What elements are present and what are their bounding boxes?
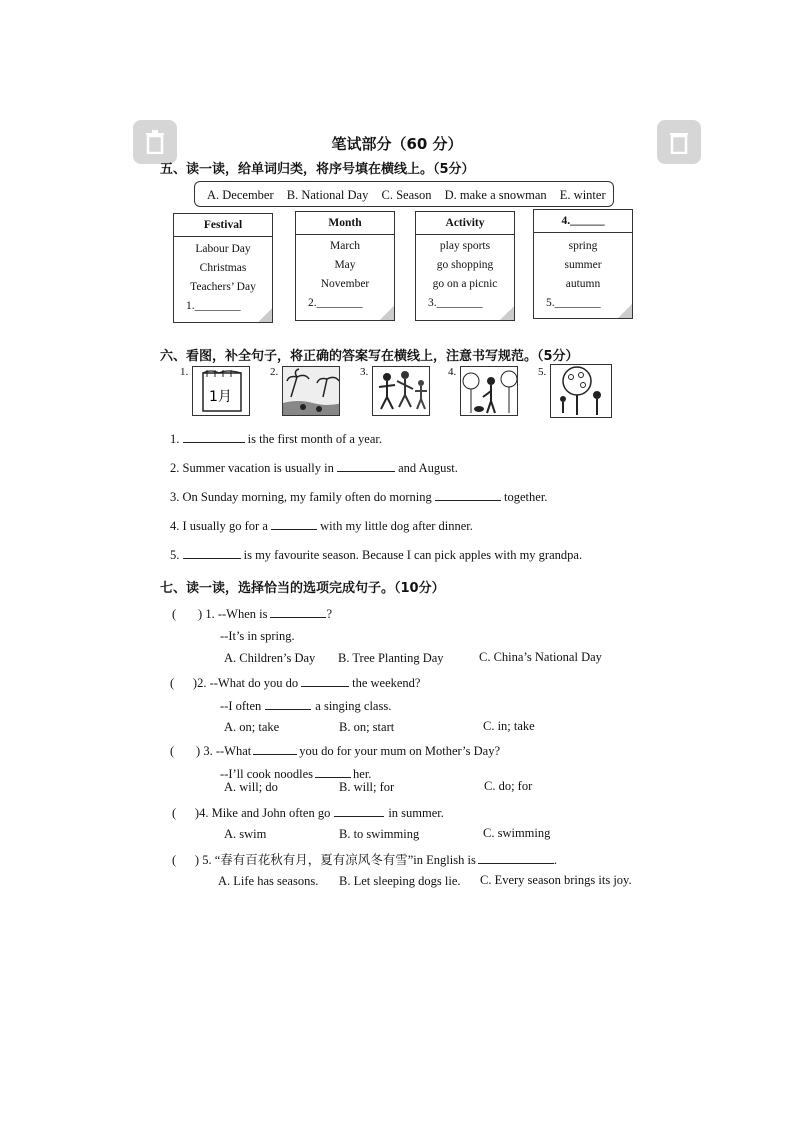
option: C. in; take: [483, 719, 535, 733]
question-text: .: [553, 853, 557, 867]
card-blank[interactable]: 3.________: [428, 297, 483, 309]
calendar-icon: [193, 367, 250, 416]
exercise-picture: [372, 366, 430, 416]
category-card-festival: [173, 213, 273, 323]
question-text: ) 5. “春有百花秋有月，夏有凉风冬有雪”in English is: [194, 853, 476, 867]
page-fold: [500, 306, 514, 320]
pic-number: 3.: [360, 366, 369, 378]
pic-number: 2.: [270, 366, 279, 378]
sentence: [170, 459, 458, 476]
card-header: Activity: [416, 212, 514, 235]
answer-blank: [265, 697, 311, 710]
card-header[interactable]: 4.______: [534, 210, 632, 233]
card-item: autumn: [565, 278, 601, 290]
sentence-text: 1.: [170, 432, 183, 446]
card-item: November: [320, 278, 370, 290]
card-header: Month: [296, 212, 394, 235]
apple-tree-icon: [551, 365, 612, 418]
option: C. swimming: [483, 826, 551, 840]
pic-number: 1.: [180, 366, 189, 378]
section5-heading: 五、读一读，给单词归类，将序号填在横线上。（5分）: [160, 162, 475, 177]
option: B. will; for: [339, 780, 395, 794]
answer-blank: [253, 742, 297, 755]
card-item: go shopping: [436, 259, 494, 271]
section7-heading: 七、读一读，选择恰当的选项完成句子。（10分）: [160, 581, 445, 596]
answer-blank[interactable]: [435, 488, 501, 501]
answer-blank: [315, 765, 351, 778]
category-card-activity: [415, 211, 515, 321]
card-item: Christmas: [199, 262, 247, 274]
question-text: the weekend?: [352, 676, 421, 690]
answer-blank: [301, 674, 349, 687]
question-text: )2. --What do you do: [192, 676, 299, 690]
answer-paren[interactable]: (: [172, 607, 199, 621]
word-bank-item: D. make a snowman: [444, 188, 547, 202]
question: [170, 674, 420, 691]
sentence-text: with my little dog after dinner.: [317, 519, 473, 533]
question: [170, 742, 500, 759]
page-fold: [380, 306, 394, 320]
sentence-text: 4. I usually go for a: [170, 519, 272, 533]
card-item: Teachers’ Day: [190, 281, 256, 293]
question-text: in summer.: [388, 806, 444, 820]
card-item: May: [334, 259, 356, 271]
word-bank-item: B. National Day: [286, 188, 369, 202]
card-item: Labour Day: [195, 243, 251, 255]
answer-blank[interactable]: [183, 546, 241, 559]
beach-picture: [282, 366, 340, 416]
answer-blank[interactable]: [271, 517, 317, 530]
sentence: [170, 546, 582, 563]
card-blank[interactable]: 1.________: [186, 300, 241, 312]
word-bank-item: C. Season: [381, 188, 432, 202]
beach-scene-icon: [283, 367, 340, 416]
reply: [220, 697, 391, 714]
category-card-month: [295, 211, 395, 321]
calendar-picture: [192, 366, 250, 416]
option: A. on; take: [224, 720, 280, 734]
card-item: go on a picnic: [432, 278, 498, 290]
option: A. Life has seasons.: [218, 874, 319, 888]
page-fold: [258, 308, 272, 322]
card-header: Festival: [174, 214, 272, 237]
sentence-text: 2. Summer vacation is usually in: [170, 461, 337, 475]
option: A. swim: [224, 827, 267, 841]
sentence-text: 3. On Sunday morning, my family often do morning: [170, 490, 435, 504]
reply-text: her.: [353, 767, 372, 781]
option: B. Tree Planting Day: [338, 651, 444, 665]
calendar-text: 1月: [209, 389, 232, 405]
answer-blank: [270, 605, 326, 618]
card-item: summer: [564, 259, 602, 271]
card-blank[interactable]: 5.________: [546, 297, 601, 309]
card-item: March: [329, 240, 360, 252]
reply-text: --I’ll cook noodles: [220, 767, 314, 781]
apple-picking-picture: [550, 364, 612, 418]
reply: --It’s in spring.: [220, 629, 295, 643]
people-exercise-icon: [373, 367, 430, 416]
card-item: spring: [568, 240, 598, 252]
answer-blank: [478, 851, 554, 864]
category-card-season: [533, 209, 633, 319]
option: C. Every season brings its joy.: [480, 873, 632, 887]
card-blank[interactable]: 2.________: [308, 297, 363, 309]
word-bank: [194, 181, 614, 207]
option: C. do; for: [484, 779, 533, 793]
sentence-text: 5.: [170, 548, 183, 562]
reply-text: --I often: [220, 699, 262, 713]
option: A. Children’s Day: [224, 651, 316, 665]
sentence-text: is my favourite season. Because I can pick apples with my grandpa.: [240, 548, 583, 562]
sentence: [170, 488, 547, 505]
answer-paren[interactable]: (: [172, 853, 195, 867]
sentence-text: and August.: [395, 461, 458, 475]
question-text: ) 3. --What: [196, 744, 252, 758]
sentence: [170, 517, 473, 534]
answer-paren[interactable]: (: [170, 744, 197, 758]
sentence-text: is the first month of a year.: [244, 432, 382, 446]
option: A. will; do: [224, 780, 278, 794]
sentence-text: together.: [500, 490, 548, 504]
option: B. Let sleeping dogs lie.: [339, 874, 461, 888]
question-text: )4. Mike and John often go: [194, 806, 331, 820]
answer-blank[interactable]: [337, 459, 395, 472]
question: [172, 605, 332, 622]
walk-picture: [460, 366, 518, 416]
page-title: 笔试部分（60 分）: [331, 135, 463, 153]
option: B. on; start: [339, 720, 395, 734]
question-text: ) 1. --When is: [198, 607, 268, 621]
answer-paren[interactable]: (: [170, 676, 193, 690]
word-bank-item: E. winter: [559, 188, 606, 202]
pic-number: 4.: [448, 366, 457, 378]
walking-dog-icon: [461, 367, 518, 416]
pic-number: 5.: [538, 366, 547, 378]
question-text: ?: [326, 607, 333, 621]
option: C. China’s National Day: [479, 650, 602, 664]
card-item: play sports: [439, 240, 491, 252]
answer-blank[interactable]: [183, 430, 245, 443]
answer-paren[interactable]: (: [172, 806, 195, 820]
word-bank-item: A. December: [207, 188, 274, 202]
sentence: [170, 430, 382, 447]
section6-heading: 六、看图，补全句子，将正确的答案写在横线上，注意书写规范。（5分）: [160, 349, 579, 364]
reply-text: a singing class.: [315, 699, 392, 713]
question: [172, 850, 557, 868]
question-text: you do for your mum on Mother’s Day?: [299, 744, 501, 758]
page-fold: [618, 304, 632, 318]
option: B. to swimming: [339, 827, 420, 841]
answer-blank: [334, 804, 384, 817]
question: [172, 804, 444, 821]
